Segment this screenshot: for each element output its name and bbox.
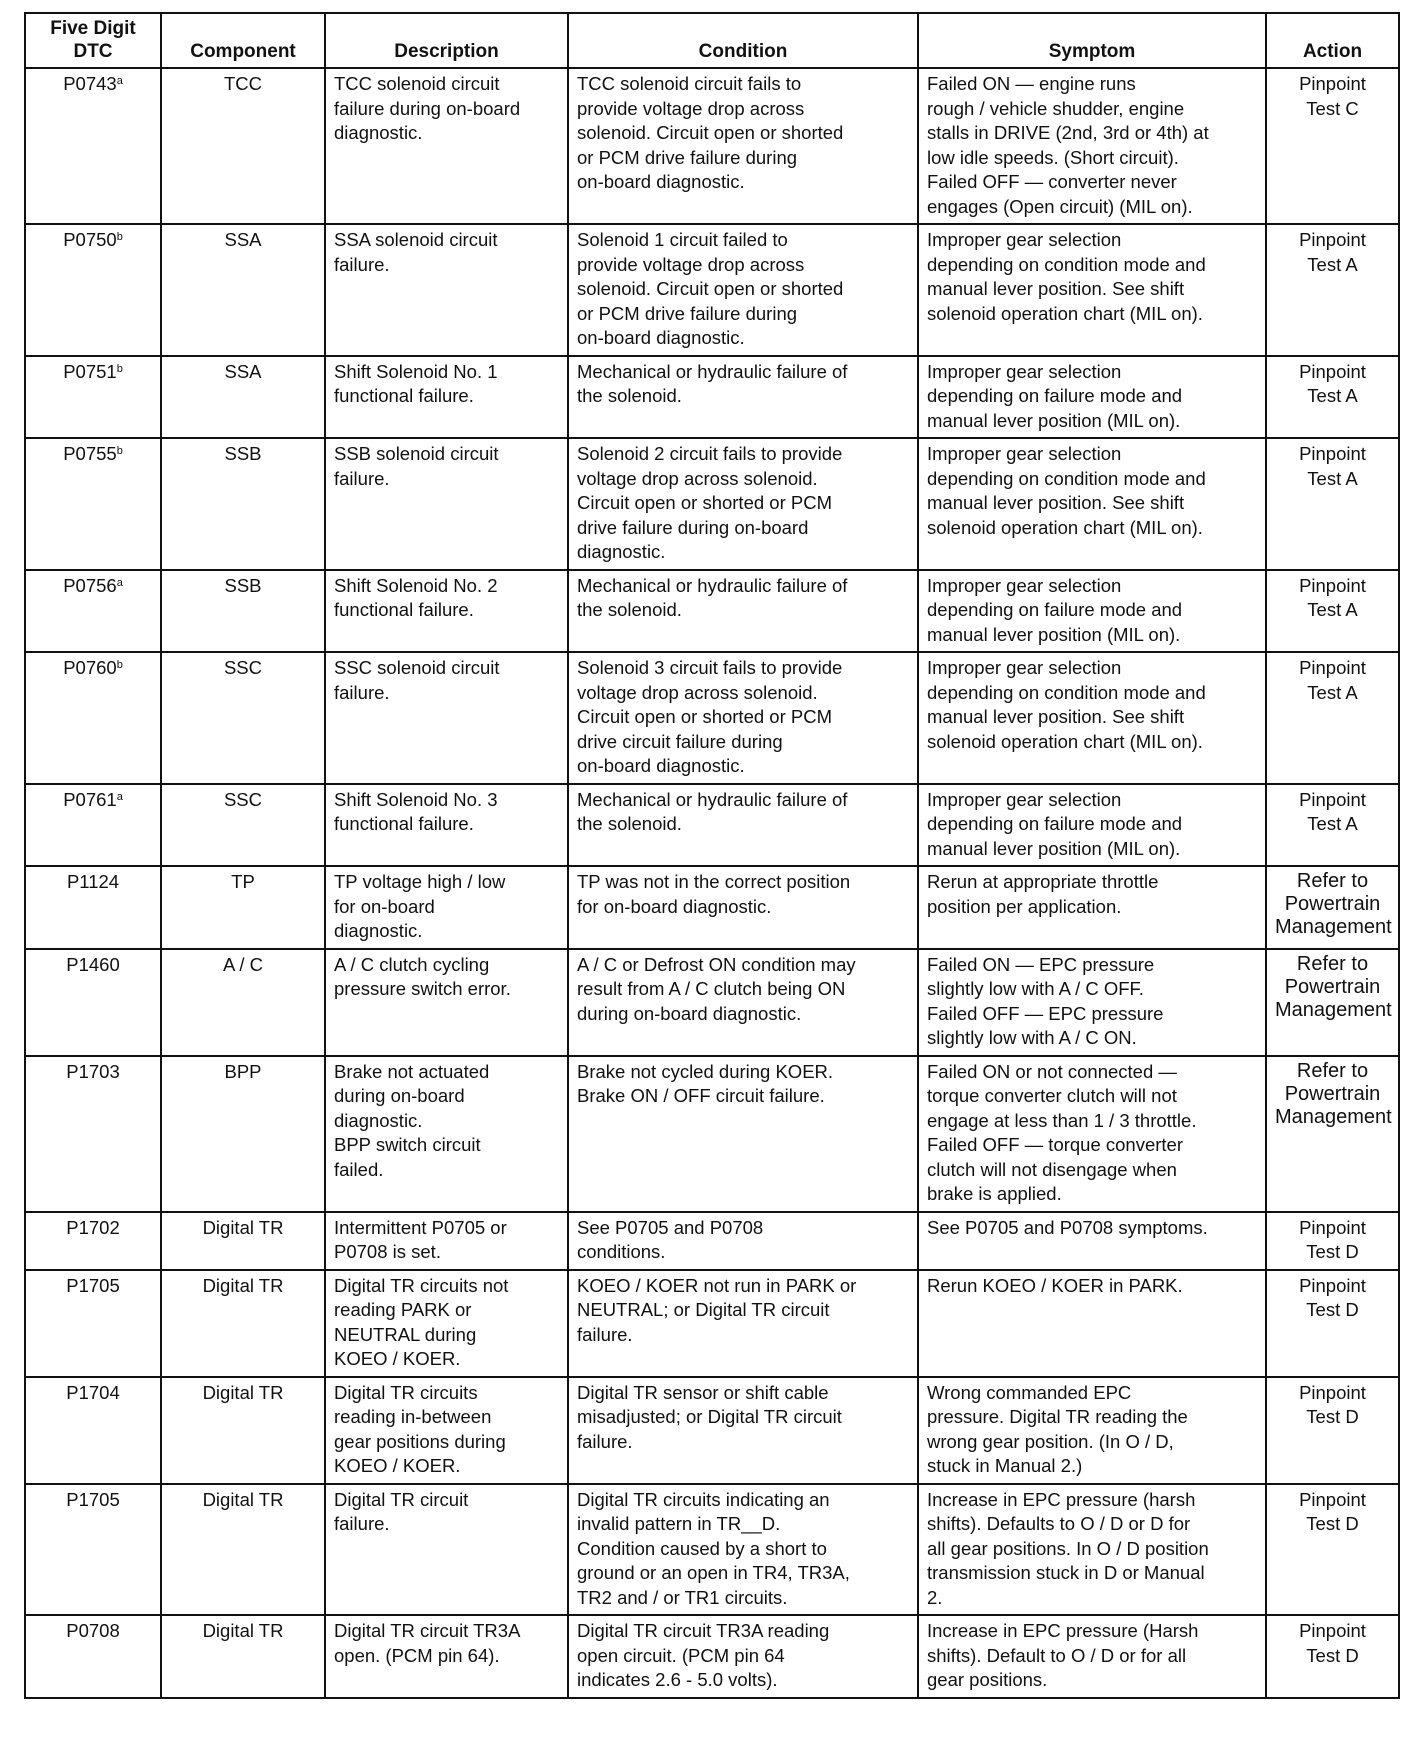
cell-dtc — [25, 652, 161, 784]
cell-dtc — [25, 949, 161, 1056]
cell-action: Pinpoint Test D — [1266, 1615, 1399, 1698]
cell-condition: TCC solenoid circuit fails to provide voltage drop across solenoid. Circuit open or shorted or PCM drive failure during on-board diagnostic. — [568, 68, 918, 224]
dtc-code: P0750 — [63, 229, 117, 250]
table-row — [25, 949, 1399, 1056]
cell-action: Pinpoint Test D — [1266, 1484, 1399, 1616]
cell-symptom: Increase in EPC pressure (Harsh shifts). Default to O / D or for all gear positions. — [918, 1615, 1266, 1698]
cell-component: SSC — [161, 784, 325, 867]
cell-dtc — [25, 356, 161, 439]
cell-component: Digital TR — [161, 1377, 325, 1484]
cell-component: TCC — [161, 68, 325, 224]
cell-description: A / C clutch cycling pressure switch error. — [325, 949, 568, 1056]
cell-condition: Mechanical or hydraulic failure of the solenoid. — [568, 570, 918, 653]
cell-action: Pinpoint Test A — [1266, 652, 1399, 784]
dtc-code: P1460 — [66, 953, 120, 975]
dtc-page — [24, 12, 1398, 1699]
cell-action: Refer to Powertrain Management — [1266, 1056, 1399, 1212]
cell-component: SSA — [161, 224, 325, 356]
dtc-code: P0751 — [63, 360, 117, 382]
cell-symptom: Improper gear selection depending on failure mode and manual lever position (MIL on). — [918, 570, 1266, 653]
cell-component: Digital TR — [161, 1270, 325, 1377]
cell-condition: KOEO / KOER not run in PARK or NEUTRAL; or Digital TR circuit failure. — [568, 1270, 918, 1377]
dtc-code: P0743 — [63, 73, 117, 94]
table-row — [25, 1212, 1399, 1270]
header-dtc: Five Digit DTC — [25, 13, 161, 68]
cell-description: Brake not actuated during on-board diagnostic. BPP switch circuit failed. — [325, 1056, 568, 1212]
cell-symptom: See P0705 and P0708 symptoms. — [918, 1212, 1266, 1270]
cell-description: Digital TR circuit failure. — [325, 1484, 568, 1616]
cell-symptom: Improper gear selection depending on condition mode and manual lever position. See shift solenoid operation chart (MIL on). — [918, 438, 1266, 570]
footnote-marker: a — [116, 790, 123, 803]
dtc-code: P0756 — [63, 574, 117, 596]
cell-action: Pinpoint Test D — [1266, 1377, 1399, 1484]
cell-action: Pinpoint Test A — [1266, 784, 1399, 867]
cell-symptom: Failed ON — EPC pressure slightly low with A / C OFF. Failed OFF — EPC pressure slightly low with A / C ON. — [918, 949, 1266, 1056]
header-action: Action — [1266, 13, 1399, 68]
cell-dtc — [25, 68, 161, 224]
dtc-code: P0755 — [63, 443, 117, 464]
cell-symptom: Improper gear selection depending on condition mode and manual lever position. See shift solenoid operation chart (MIL on). — [918, 224, 1266, 356]
cell-symptom: Failed ON — engine runs rough / vehicle shudder, engine stalls in DRIVE (2nd, 3rd or 4th) at low idle speeds. (Short circuit). Failed OFF — converter never engages (Open circuit) (MIL on). — [918, 68, 1266, 224]
cell-symptom: Rerun KOEO / KOER in PARK. — [918, 1270, 1266, 1377]
cell-dtc — [25, 1615, 161, 1698]
footnote-marker: b — [116, 362, 123, 375]
cell-description: TCC solenoid circuit failure during on-board diagnostic. — [325, 68, 568, 224]
cell-condition: Brake not cycled during KOER. Brake ON / OFF circuit failure. — [568, 1056, 918, 1212]
cell-action: Refer to Powertrain Management — [1266, 866, 1399, 949]
cell-symptom: Wrong commanded EPC pressure. Digital TR reading the wrong gear position. (In O / D, stuck in Manual 2.) — [918, 1377, 1266, 1484]
table-row — [25, 1056, 1399, 1212]
cell-action: Pinpoint Test A — [1266, 570, 1399, 653]
cell-component: SSA — [161, 356, 325, 439]
table-row — [25, 570, 1399, 653]
cell-component: TP — [161, 866, 325, 949]
cell-description: SSC solenoid circuit failure. — [325, 652, 568, 784]
cell-action: Pinpoint Test D — [1266, 1270, 1399, 1377]
cell-symptom: Improper gear selection depending on failure mode and manual lever position (MIL on). — [918, 356, 1266, 439]
cell-action: Pinpoint Test A — [1266, 356, 1399, 439]
cell-dtc — [25, 570, 161, 653]
cell-condition: TP was not in the correct position for on-board diagnostic. — [568, 866, 918, 949]
cell-symptom: Failed ON or not connected — torque converter clutch will not engage at less than 1 / 3 throttle. Failed OFF — torque converter clutch will not disengage when brake is applied. — [918, 1056, 1266, 1212]
cell-dtc — [25, 866, 161, 949]
header-symptom: Symptom — [918, 13, 1266, 68]
cell-condition: See P0705 and P0708 conditions. — [568, 1212, 918, 1270]
dtc-code: P1124 — [66, 871, 120, 892]
dtc-table — [24, 12, 1400, 1699]
cell-component: Digital TR — [161, 1212, 325, 1270]
dtc-code: P0760 — [63, 657, 117, 678]
dtc-code: P1702 — [66, 1216, 120, 1238]
table-row — [25, 1270, 1399, 1377]
cell-condition: Mechanical or hydraulic failure of the solenoid. — [568, 784, 918, 867]
dtc-code: P1704 — [66, 1381, 120, 1403]
cell-description: Shift Solenoid No. 1 functional failure. — [325, 356, 568, 439]
cell-dtc — [25, 1270, 161, 1377]
cell-condition: Solenoid 2 circuit fails to provide voltage drop across solenoid. Circuit open or shorted or PCM drive failure during on-board diagnostic. — [568, 438, 918, 570]
footnote-marker: b — [116, 445, 123, 457]
table-row — [25, 784, 1399, 867]
header-row — [25, 13, 1399, 68]
cell-component: Digital TR — [161, 1615, 325, 1698]
cell-condition: Digital TR circuits indicating an invalid pattern in TR__D. Condition caused by a short to ground or an open in TR4, TR3A, TR2 and / or TR1 circuits. — [568, 1484, 918, 1616]
cell-description: Intermittent P0705 or P0708 is set. — [325, 1212, 568, 1270]
table-row — [25, 1377, 1399, 1484]
footnote-marker: a — [116, 576, 123, 589]
cell-action: Pinpoint Test A — [1266, 224, 1399, 356]
cell-component: BPP — [161, 1056, 325, 1212]
cell-component: SSB — [161, 438, 325, 570]
table-row — [25, 356, 1399, 439]
dtc-code: P1705 — [66, 1274, 120, 1296]
footnote-marker: b — [116, 659, 123, 671]
cell-symptom: Increase in EPC pressure (harsh shifts). Defaults to O / D or D for all gear positions. In O / D position transmission stuck in D or Manual 2. — [918, 1484, 1266, 1616]
cell-description: Digital TR circuits not reading PARK or NEUTRAL during KOEO / KOER. — [325, 1270, 568, 1377]
cell-component: Digital TR — [161, 1484, 325, 1616]
cell-condition: Solenoid 1 circuit failed to provide voltage drop across solenoid. Circuit open or shorted or PCM drive failure during on-board diagnostic. — [568, 224, 918, 356]
cell-dtc — [25, 1377, 161, 1484]
footnote-marker: a — [116, 75, 123, 87]
dtc-code: P0761 — [63, 788, 117, 810]
cell-action: Refer to Powertrain Management — [1266, 949, 1399, 1056]
cell-symptom: Improper gear selection depending on failure mode and manual lever position (MIL on). — [918, 784, 1266, 867]
cell-component: SSB — [161, 570, 325, 653]
cell-description: TP voltage high / low for on-board diagnostic. — [325, 866, 568, 949]
cell-condition: Solenoid 3 circuit fails to provide voltage drop across solenoid. Circuit open or shorted or PCM drive circuit failure during on-board diagnostic. — [568, 652, 918, 784]
cell-dtc — [25, 224, 161, 356]
table-row — [25, 68, 1399, 224]
cell-component: A / C — [161, 949, 325, 1056]
cell-description: Digital TR circuit TR3A open. (PCM pin 64). — [325, 1615, 568, 1698]
dtc-code: P1703 — [66, 1060, 120, 1082]
cell-condition: A / C or Defrost ON condition may result from A / C clutch being ON during on-board diagnostic. — [568, 949, 918, 1056]
cell-description: Shift Solenoid No. 3 functional failure. — [325, 784, 568, 867]
table-row — [25, 1615, 1399, 1698]
footnote-marker: b — [116, 231, 123, 243]
table-body — [25, 68, 1399, 1698]
cell-dtc — [25, 1484, 161, 1616]
table-row — [25, 224, 1399, 356]
cell-symptom: Improper gear selection depending on condition mode and manual lever position. See shift solenoid operation chart (MIL on). — [918, 652, 1266, 784]
cell-description: Shift Solenoid No. 2 functional failure. — [325, 570, 568, 653]
cell-dtc — [25, 1212, 161, 1270]
cell-action: Pinpoint Test C — [1266, 68, 1399, 224]
cell-component: SSC — [161, 652, 325, 784]
table-row — [25, 652, 1399, 784]
header-condition: Condition — [568, 13, 918, 68]
cell-condition: Mechanical or hydraulic failure of the solenoid. — [568, 356, 918, 439]
cell-description: SSB solenoid circuit failure. — [325, 438, 568, 570]
cell-description: Digital TR circuits reading in-between gear positions during KOEO / KOER. — [325, 1377, 568, 1484]
dtc-code: P0708 — [66, 1620, 120, 1641]
header-component: Component — [161, 13, 325, 68]
header-description: Description — [325, 13, 568, 68]
cell-symptom: Rerun at appropriate throttle position per application. — [918, 866, 1266, 949]
cell-dtc — [25, 438, 161, 570]
cell-condition: Digital TR circuit TR3A reading open circuit. (PCM pin 64 indicates 2.6 - 5.0 volts). — [568, 1615, 918, 1698]
dtc-code: P1705 — [66, 1488, 120, 1510]
table-header — [25, 13, 1399, 68]
cell-action: Pinpoint Test A — [1266, 438, 1399, 570]
cell-description: SSA solenoid circuit failure. — [325, 224, 568, 356]
table-row — [25, 866, 1399, 949]
cell-condition: Digital TR sensor or shift cable misadjusted; or Digital TR circuit failure. — [568, 1377, 918, 1484]
table-row — [25, 1484, 1399, 1616]
cell-dtc — [25, 784, 161, 867]
cell-action: Pinpoint Test D — [1266, 1212, 1399, 1270]
cell-dtc — [25, 1056, 161, 1212]
table-row — [25, 438, 1399, 570]
